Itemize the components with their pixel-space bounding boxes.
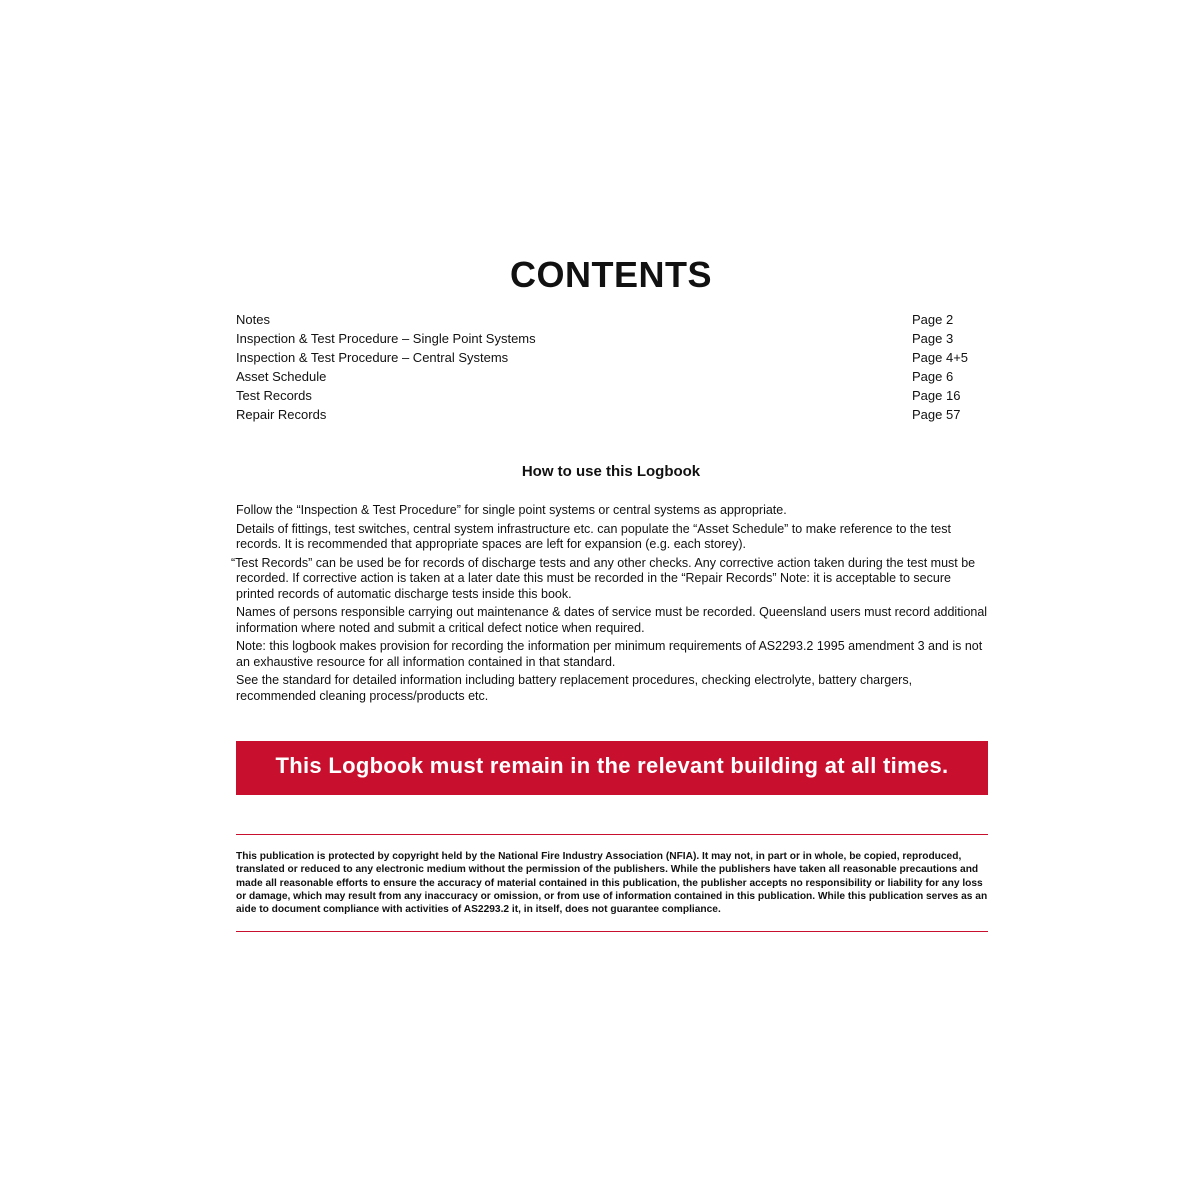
contents-page-number: Page 4+5 <box>912 350 969 365</box>
contents-row-repair-records <box>236 405 976 424</box>
contents-label: Inspection & Test Procedure – Central Systems <box>236 350 509 365</box>
contents-row-asset-schedule <box>236 367 976 386</box>
instruction-paragraph: Note: this logbook makes provision for recording the information per minimum requirements of AS2293.2 1995 amendment 3 and is not an exhaustive resource for all information contained in that standard. <box>236 639 983 669</box>
contents-page-number: Page 16 <box>912 388 961 403</box>
instruction-paragraph: Details of fittings, test switches, central system infrastructure etc. can populate the “Asset Schedule” to make reference to the test records. It is recommended that appropriate spaces are left for expansion (e.g. each storey). <box>236 521 951 551</box>
contents-page-number: Page 2 <box>912 312 954 327</box>
how-to-heading: How to use this Logbook <box>521 463 701 480</box>
instruction-paragraph: Names of persons responsible carrying out maintenance & dates of service must be recorded. Queensland users must record additional information where noted and submit a critical defect notice when required. <box>236 605 988 635</box>
contents-row-test-records <box>236 386 976 405</box>
contents-row-single-point <box>236 329 976 348</box>
instruction-paragraph: Follow the “Inspection & Test Procedure” for single point systems or central systems as appropriate. <box>236 503 787 517</box>
contents-label: Asset Schedule <box>236 369 327 384</box>
contents-page-number: Page 6 <box>912 369 954 384</box>
contents-page-number: Page 57 <box>912 407 961 422</box>
instruction-paragraph: “Test Records” can be used be for records of discharge tests and any other checks. Any corrective action taken during the test must be recorded. If corrective action is taken at a later date this must be recorded in the “Repair Records” Note: it is acceptable to secure printed records of automatic discharge tests inside this book. <box>231 555 976 601</box>
instruction-paragraph: See the standard for detailed information including battery replacement procedures, checking electrolyte, battery chargers, recommended cleaning process/products etc. <box>236 673 913 703</box>
divider-top <box>236 834 988 835</box>
contents-row-central <box>236 348 976 367</box>
contents-row-notes <box>236 310 976 329</box>
contents-label: Inspection & Test Procedure – Single Point Systems <box>236 331 536 346</box>
copyright-notice: This publication is protected by copyright held by the National Fire Industry Association (NFIA). It may not, in part or in whole, be copied, reproduced, translated or reduced to any electronic medium without the permission of the publishers. While the publishers have taken all reasonable precautions and made all reasonable efforts to ensure the accuracy of material contained in this publication, the publisher accepts no responsibility or liability for any loss or damage, which may result from any inaccuracy or omission, or from use of information contained in this publication. While this publication serves as an aide to document compliance with activities of AS2293.2 it, in itself, does not guarantee compliance. <box>236 851 988 916</box>
contents-label: Notes <box>236 312 270 327</box>
divider-bottom <box>236 931 988 932</box>
contents-label: Test Records <box>236 388 312 403</box>
contents-page-number: Page 3 <box>912 331 954 346</box>
page-title: CONTENTS <box>510 254 712 295</box>
contents-label: Repair Records <box>236 407 327 422</box>
how-to-instructions <box>231 503 988 707</box>
contents-list <box>236 310 976 424</box>
logbook-notice-banner: This Logbook must remain in the relevant building at all times. <box>236 741 988 795</box>
